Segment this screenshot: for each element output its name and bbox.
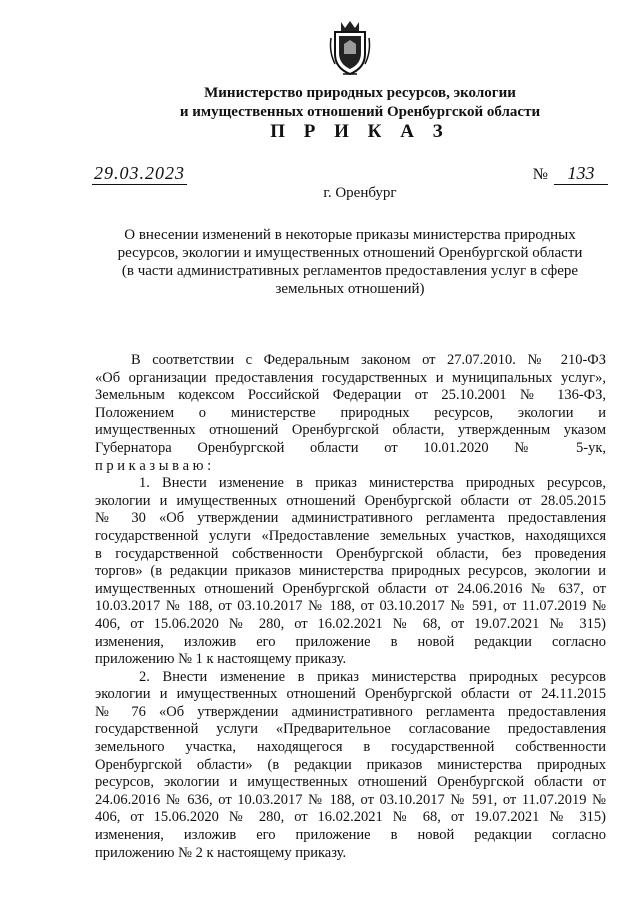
body-line: государственной услуги «Предоставление земельных участков, находящихся <box>95 527 606 544</box>
coat-of-arms-icon <box>327 18 373 78</box>
body-line: имущественных отношений Оренбургской области, утвержденным указом <box>95 422 606 439</box>
organization-line-2: и имущественных отношений Оренбургской области <box>179 104 541 120</box>
number-value: 133 <box>554 163 608 185</box>
body-line: 406, от 15.06.2020 № 280, от 16.02.2021 № 68, от 19.07.2021 № 315) <box>95 615 606 632</box>
organization-name <box>80 84 640 122</box>
body-line: экологии и имущественных отношений Оренбургской области от 28.05.2015 <box>95 492 606 509</box>
body-line: 24.06.2016 № 636, от 10.03.2017 № 188, от 03.10.2017 № 591, от 11.07.2019 № <box>95 791 606 808</box>
body-line: «Об организации предоставления государственных и муниципальных услуг», <box>95 369 606 386</box>
document-title: П Р И К А З <box>270 121 450 142</box>
subject-line: О внесении изменений в некоторые приказы министерства природных <box>124 227 576 243</box>
body-line: изменения, изложив его приложение в новой редакции согласно <box>95 633 606 650</box>
body-line: п р и к а з ы в а ю : <box>95 457 212 474</box>
body-line: Положением о министерстве природных ресурсов, экологии и <box>95 404 606 421</box>
subject-line: земельных отношений) <box>275 281 425 297</box>
body-line: № 30 «Об утверждении административного регламента предоставления <box>95 510 606 527</box>
city-line: г. Оренбург <box>323 185 397 201</box>
body-line: В соответствии с Федеральным законом от 27.07.2010. № 210-ФЗ <box>131 352 606 368</box>
body-line: 1. Внести изменение в приказ министерства природных ресурсов, <box>139 475 606 492</box>
document-subject <box>108 226 592 298</box>
body-line: изменения, изложив его приложение в новой редакции согласно <box>95 827 606 844</box>
body-line: Оренбургской области» (в редакции приказов министерства природных <box>95 756 606 773</box>
body-line: земельного участка, находящегося в государственной собственности <box>95 739 606 756</box>
organization-line-1: Министерство природных ресурсов, экологии <box>204 85 516 101</box>
document-number <box>533 163 608 185</box>
body-line: 10.03.2017 № 188, от 03.10.2017 № 188, от 03.10.2017 № 591, от 11.07.2019 № <box>95 598 606 615</box>
body-line: экологии и имущественных отношений Оренбургской области от 24.11.2015 <box>95 686 606 703</box>
body-line: Губернатора Оренбургской области от 10.01.2020 № 5-ук, <box>95 439 606 456</box>
body-line: ресурсов, экологии и имущественных отношений Оренбургской области от <box>95 774 606 791</box>
subject-line: (в части административных регламентов предоставления услуг в сфере <box>121 263 579 279</box>
document-body <box>95 352 606 862</box>
body-line: 2. Внести изменение в приказ министерства природных ресурсов <box>139 668 606 685</box>
date-number-row <box>92 163 608 187</box>
body-line: торгов» (в редакции приказов министерства природных ресурсов, экологии и <box>95 563 606 580</box>
body-line: 406, от 15.06.2020 № 280, от 16.02.2021 № 68, от 19.07.2021 № 315) <box>95 809 606 826</box>
subject-line: ресурсов, экологии и имущественных отношений Оренбургской области <box>117 245 583 261</box>
body-line: приложению № 1 к настоящему приказу. <box>95 651 347 668</box>
body-line: приложению № 2 к настоящему приказу. <box>95 844 347 861</box>
body-line: Земельным кодексом Российской Федерации от 25.10.2001 № 136-ФЗ, <box>95 387 606 404</box>
body-line: в государственной собственности Оренбургской области, без проведения <box>95 545 606 562</box>
body-line: № 76 «Об утверждении административного регламента предоставления <box>95 703 606 720</box>
number-prefix: № <box>532 166 548 183</box>
document-date: 29.03.2023 <box>94 163 185 183</box>
body-line: государственной услуги «Предварительное согласование предоставления <box>95 721 606 738</box>
body-line: имущественных отношений Оренбургской области от 24.06.2016 № 637, от <box>95 580 606 597</box>
